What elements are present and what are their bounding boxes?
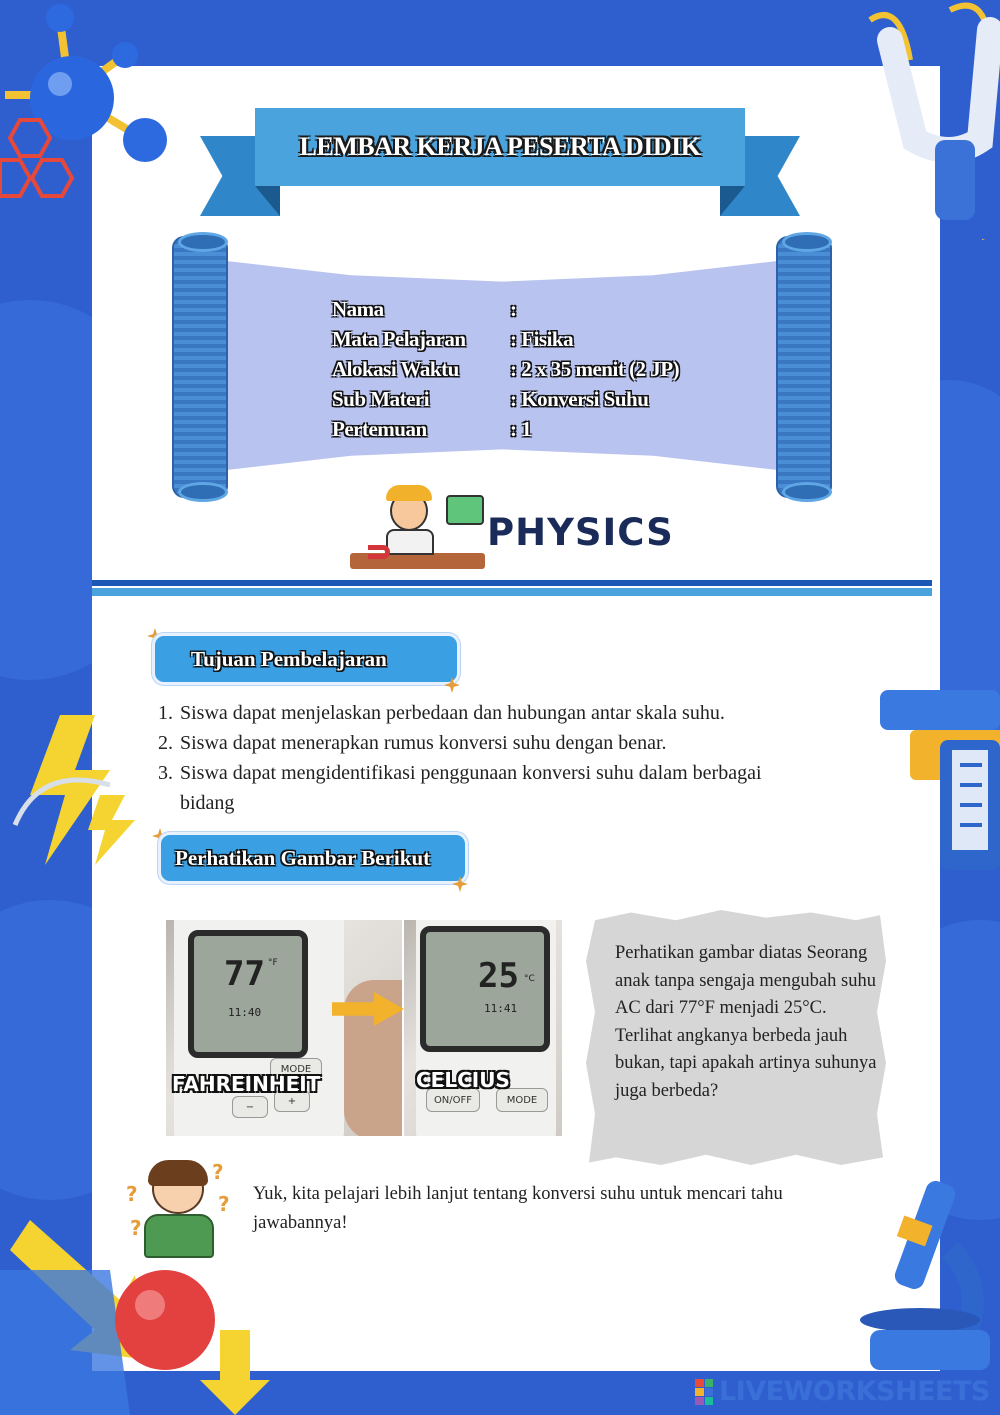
- info-label: Nama: [332, 296, 384, 321]
- scroll-roll-left: [172, 236, 228, 498]
- question-mark-icon: ?: [218, 1192, 230, 1216]
- remote-mode-button: MODE: [270, 1058, 322, 1080]
- lcd-temperature: 25: [478, 956, 519, 996]
- info-label: Pertemuan: [332, 416, 427, 441]
- microscope-icon: [840, 1180, 1000, 1380]
- list-item: [158, 758, 858, 818]
- boy-hair: [148, 1160, 208, 1186]
- question-mark-icon: ?: [212, 1160, 224, 1184]
- remote-plus-button: +: [274, 1090, 310, 1112]
- atom-icon: [446, 495, 484, 525]
- boy-body: [144, 1214, 214, 1258]
- observation-note: Perhatikan gambar diatas Seorang anak tanpa sengaja mengubah suhu AC dari 77°F menjadi 25°C. Terlihat angkanya berbeda jauh bukan, tapi apakah artinya suhunya juga berbeda?: [615, 943, 877, 1101]
- remote-lcd: [420, 926, 550, 1052]
- info-value: : 2 x 35 menit (2 JP): [510, 356, 680, 381]
- photo-celsius-remote: [404, 920, 562, 1136]
- list-number: 1.: [158, 702, 173, 724]
- lcd-time: 11:41: [484, 1002, 518, 1015]
- info-value: : Konversi Suhu: [510, 386, 649, 411]
- list-text: Siswa dapat mengidentifikasi penggunaan konversi suhu dalam berbagai bidang: [180, 762, 762, 814]
- lcd-temperature: 77: [224, 954, 265, 994]
- magnet-icon: [840, 0, 1000, 240]
- remote-onoff-button: ON/OFF: [426, 1088, 480, 1112]
- liveworksheets-text: LIVEWORKSHEETS: [719, 1376, 990, 1407]
- remote-minus-button: −: [232, 1096, 268, 1118]
- question-mark-icon: ?: [126, 1182, 138, 1206]
- thinking-boy-illustration: [126, 1160, 236, 1260]
- info-value: : Fisika: [510, 326, 574, 351]
- lcd-unit: °F: [268, 958, 278, 968]
- remote-mode-button: MODE: [496, 1088, 548, 1112]
- section-label-observe: [158, 832, 468, 884]
- scientist-hair-illustration: [386, 485, 432, 501]
- info-row-subject: [332, 324, 679, 354]
- info-value: :: [510, 296, 517, 321]
- section-label-objectives: [152, 633, 460, 685]
- info-label: Sub Materi: [332, 386, 430, 411]
- ribbon-main: [255, 108, 745, 186]
- info-row-name: [332, 294, 679, 324]
- liveworksheets-logo[interactable]: [695, 1376, 990, 1407]
- scroll-roll-right: [776, 236, 832, 498]
- remote-lcd: [188, 930, 308, 1058]
- divider: [92, 588, 932, 596]
- info-row-meeting: [332, 414, 679, 444]
- question-mark-icon: ?: [130, 1216, 142, 1240]
- info-row-submaterial: [332, 384, 679, 414]
- list-number: 3.: [158, 762, 173, 784]
- photo-label-fahrenheit: FAHREINHEIT: [172, 1072, 321, 1096]
- photo-label-celsius: CELCIUS: [416, 1068, 510, 1092]
- objectives-list: [158, 698, 858, 818]
- info-table: [332, 294, 679, 444]
- divider: [92, 580, 932, 586]
- page-title: LEMBAR KERJA PESERTA DIDIK: [299, 132, 701, 161]
- physics-logo-text: PHYSICS: [487, 511, 674, 554]
- list-item: [158, 728, 858, 758]
- lcd-time: 11:40: [228, 1006, 262, 1019]
- list-item: [158, 698, 858, 728]
- title-ribbon: [200, 108, 800, 216]
- list-number: 2.: [158, 732, 173, 754]
- section-heading: Tujuan Pembelajaran: [191, 646, 387, 671]
- closing-text: Yuk, kita pelajari lebih lanjut tentang konversi suhu untuk mencari tahu jawabannya!: [253, 1184, 783, 1233]
- list-text: Siswa dapat menerapkan rumus konversi suhu dengan benar.: [180, 732, 667, 754]
- magnet-small-icon: [368, 545, 390, 559]
- info-row-time: [332, 354, 679, 384]
- lcd-unit: °C: [524, 974, 535, 984]
- lightning-icon: [0, 705, 150, 870]
- molecule-icon: [0, 0, 180, 210]
- liveworksheets-cube-icon: [695, 1379, 713, 1405]
- info-value: : 1: [510, 416, 532, 441]
- list-text: Siswa dapat menjelaskan perbedaan dan hubungan antar skala suhu.: [180, 702, 725, 724]
- physics-logo: [350, 485, 674, 583]
- caliper-icon: [870, 670, 1000, 870]
- photo-fahrenheit-remote: [166, 920, 402, 1136]
- scientist-illustration: [386, 529, 434, 555]
- section-heading: Perhatikan Gambar Berikut: [175, 845, 431, 870]
- info-label: Mata Pelajaran: [332, 326, 466, 351]
- info-label: Alokasi Waktu: [332, 356, 459, 381]
